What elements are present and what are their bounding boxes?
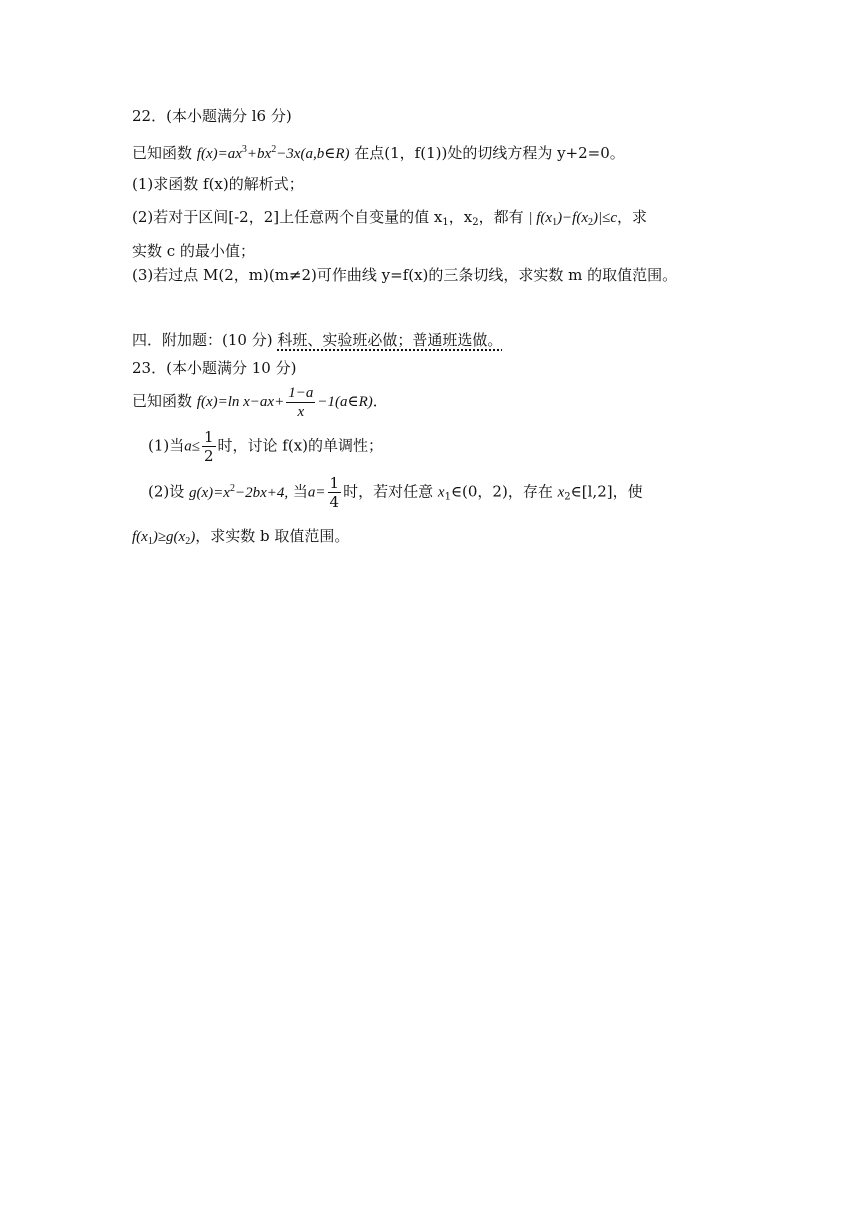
q23-part1: (1)当a≤ $\frac{1}{2}$ 时，讨论 f(x)的单调性； — [148, 428, 384, 465]
q22-header: 22．(本小题满分 l6 分) — [132, 107, 292, 125]
q23-fraction: $\frac{1-a}{x}$ — [288, 385, 314, 420]
q23-header: 23．(本小题满分 10 分) — [132, 359, 297, 377]
q23-part2-continued: $f(x_1)\ge g(x_2)$，求实数 b 取值范围。 — [132, 527, 350, 547]
q23-part1-fraction: $\frac{1}{2}$ — [203, 428, 214, 465]
q22-part2: (2)若对于区间[-2，2]上任意两个自变量的值 $x_1$，$x_2$，都有 | $f(x_1)-f(x_2)|\le c$，求 — [132, 208, 648, 228]
q23-part2-fraction: $\frac{1}{4}$ — [329, 474, 340, 511]
q22-intro: 已知函数 $f(x)=ax^3+bx^2-3x(a,b\in R)$ 在点(1，f(1))处的切线方程为 y+2=0。 — [132, 144, 625, 162]
q22-part3: (3)若过点 M(2，m)(m≠2)可作曲线 y=f(x)的三条切线，求实数 m 的取值范围。 — [132, 266, 678, 284]
q22-part1: (1)求函数 f(x)的解析式； — [132, 175, 304, 193]
q23-function: f(x)=ln x−ax+ $\frac{1-a}{x}$ −1(a∈R) — [196, 385, 373, 420]
q23-part2: (2)设 $g(x)=x^2-2bx+4$, 当a= $\frac{1}{4}$ 时，若对任意 $x_1\in(0$，2)，存在 $x_2\in[l,2]$，使 — [148, 474, 643, 511]
section4-heading: 四．附加题：(10 分) 科班、实验班必做；普通班选做。 — [132, 331, 503, 349]
q22-part2-continued: 实数 c 的最小值； — [132, 242, 255, 260]
q22-inequality: | $f(x_1)-f(x_2)|\le c$ — [528, 210, 618, 228]
q23-g-function: $g(x)=x^2-2bx+4$, — [189, 482, 289, 501]
q22-function: $f(x)=ax^3+bx^2-3x(a,b\in R)$ — [196, 144, 350, 162]
q23-condition: $f(x_1)\ge g(x_2)$ — [132, 529, 196, 547]
section4-note: 科班、实验班必做；普通班选做。 — [277, 331, 503, 349]
q23-intro: 已知函数 f(x)=ln x−ax+ $\frac{1-a}{x}$ −1(a∈R)． — [132, 385, 388, 420]
